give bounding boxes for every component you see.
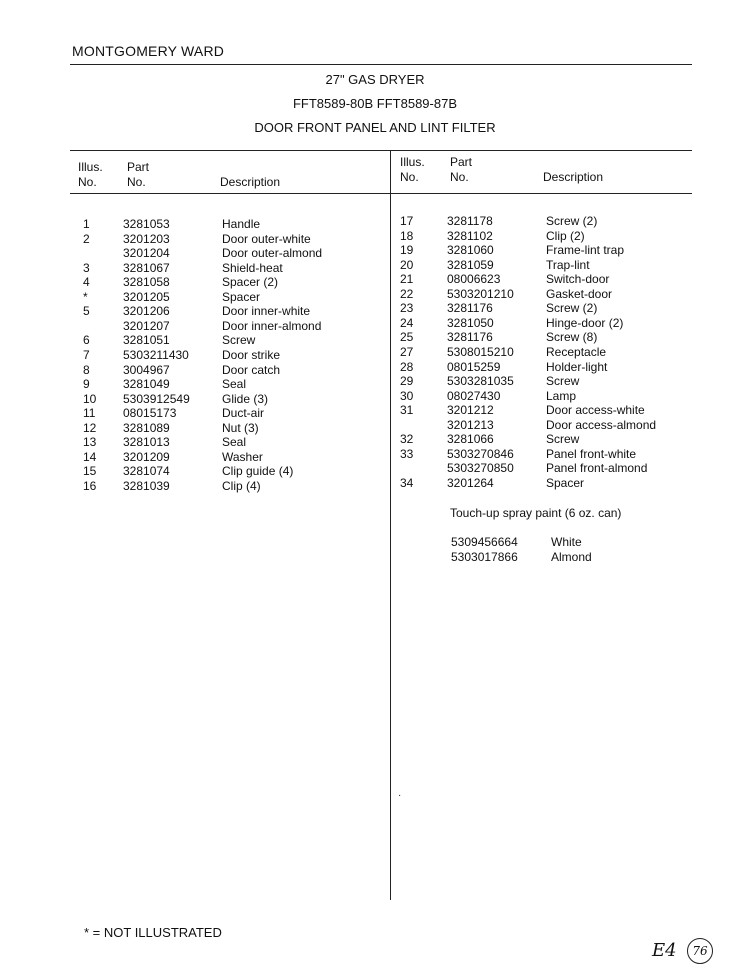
- part-description: Nut (3): [222, 420, 259, 435]
- part-number: 3281074: [123, 464, 170, 479]
- illus-number: 21: [400, 272, 414, 287]
- part-description: Hinge-door (2): [546, 315, 624, 330]
- part-number: 5303912549: [123, 391, 190, 406]
- illus-number: 11: [83, 406, 96, 421]
- part-number: 5303281035: [447, 374, 514, 389]
- part-header-line1: Part: [450, 155, 473, 169]
- part-description: Frame-lint trap: [546, 243, 625, 258]
- part-number: 3281059: [447, 257, 494, 272]
- model-numbers: FFT8589-80B FFT8589-87B: [292, 96, 458, 111]
- table-row: [0, 360, 750, 374]
- illus-number: 12: [83, 420, 97, 435]
- part-description: Handle: [222, 217, 261, 231]
- part-description: Screw (2): [546, 301, 598, 316]
- part-description: Spacer: [546, 475, 585, 490]
- illus-number: 10: [83, 391, 97, 406]
- table-row: [0, 550, 750, 564]
- part-number: 5303211430: [123, 347, 189, 362]
- part-header-line1: Part: [127, 160, 150, 174]
- illus-header-line2: No.: [78, 175, 97, 189]
- part-description: Door inner-white: [222, 304, 311, 319]
- part-number: 3201212: [447, 403, 494, 418]
- illus-number: 22: [400, 286, 414, 301]
- part-number: 3281066: [447, 432, 494, 447]
- part-description: Holder-light: [546, 359, 608, 374]
- part-description: Spacer (2): [222, 275, 279, 290]
- part-number: 5303017866: [451, 549, 518, 564]
- part-description: Screw: [222, 333, 256, 348]
- part-description: White: [551, 535, 582, 549]
- illus-number: 24: [400, 315, 414, 330]
- part-number: 3281089: [123, 420, 170, 435]
- part-description: Shield-heat: [222, 260, 283, 275]
- top-rule: [70, 64, 692, 65]
- part-number: 5303201210: [447, 286, 514, 301]
- illus-number: *: [83, 289, 88, 304]
- illus-number: 33: [400, 446, 414, 461]
- part-number: 5309456664: [451, 535, 518, 549]
- part-description: Almond: [551, 549, 592, 564]
- part-number: 3201203: [123, 231, 170, 246]
- part-number: 08027430: [447, 388, 501, 403]
- illus-number: 15: [83, 464, 97, 479]
- illus-number: 25: [400, 330, 414, 345]
- illus-header-line1: Illus.: [400, 155, 425, 169]
- table-row: [0, 258, 750, 272]
- table-row: [0, 287, 750, 301]
- left-illus-header: [78, 160, 103, 190]
- part-header-line2: No.: [450, 170, 469, 184]
- illus-number: 6: [83, 333, 90, 348]
- part-description: Screw: [546, 432, 580, 447]
- illus-number: 2: [83, 231, 90, 246]
- illus-number: 32: [400, 432, 414, 447]
- table-row: [0, 432, 750, 446]
- illus-number: 30: [400, 388, 414, 403]
- part-number: 08006623: [447, 272, 501, 287]
- table-row: [0, 418, 750, 432]
- part-description: Door inner-almond: [222, 318, 322, 333]
- illus-number: 29: [400, 374, 414, 389]
- part-description: Door access-almond: [546, 417, 657, 432]
- part-description: Screw (8): [546, 330, 598, 345]
- illus-number: 9: [83, 377, 90, 392]
- part-description: Panel front-white: [546, 446, 637, 461]
- illus-number: 8: [83, 362, 90, 377]
- part-description: Clip (2): [546, 228, 585, 243]
- section-title: DOOR FRONT PANEL AND LINT FILTER: [254, 120, 496, 135]
- part-description: Receptacle: [546, 344, 607, 359]
- table-row: [0, 374, 750, 388]
- part-number: 3281058: [123, 275, 170, 290]
- left-description-header: Description: [220, 175, 281, 189]
- part-description: Door access-white: [546, 403, 645, 418]
- left-part-header: [127, 160, 149, 190]
- circled-page-number: 76: [687, 938, 713, 964]
- illus-number: 7: [83, 347, 90, 362]
- part-number: 3201207: [123, 318, 170, 333]
- part-number: 3281067: [123, 260, 170, 275]
- part-number: 3281102: [447, 228, 493, 243]
- illus-header-line2: No.: [400, 170, 419, 184]
- part-description: Door strike: [222, 347, 281, 362]
- header-bottom-rule: [70, 193, 692, 194]
- part-description: Clip (4): [222, 478, 261, 493]
- illus-number: 27: [400, 344, 414, 359]
- part-description: Gasket-door: [546, 286, 613, 301]
- part-number: 3281039: [123, 478, 170, 493]
- part-description: Screw: [546, 374, 580, 389]
- part-number: 3281060: [447, 243, 494, 258]
- part-number: 3281053: [123, 217, 170, 231]
- table-row: [0, 461, 750, 475]
- illus-number: 16: [83, 478, 97, 493]
- part-number: 3281049: [123, 377, 170, 392]
- part-number: 08015173: [123, 406, 177, 421]
- part-number: 5303270850: [447, 461, 514, 476]
- illus-number: 4: [83, 275, 90, 290]
- part-description: Seal: [222, 377, 247, 392]
- part-number: 3201213: [447, 417, 494, 432]
- document-title: 27" GAS DRYER: [325, 72, 425, 87]
- illus-number: 17: [400, 214, 414, 228]
- part-number: 3281178: [447, 214, 493, 228]
- stray-mark: ·: [398, 790, 402, 801]
- illus-number: 19: [400, 243, 414, 258]
- part-number: 3281013: [123, 435, 170, 450]
- handwritten-code: E4: [652, 940, 677, 961]
- part-description: Door outer-white: [222, 231, 311, 246]
- part-number: 3004967: [123, 362, 170, 377]
- header-top-rule: [70, 150, 692, 151]
- part-description: Screw (2): [546, 214, 598, 228]
- illus-number: 3: [83, 260, 90, 275]
- illus-number: 20: [400, 257, 414, 272]
- illus-number: 34: [400, 475, 414, 490]
- table-row: [0, 535, 750, 549]
- part-number: 3281051: [123, 333, 170, 348]
- table-row: [0, 403, 750, 417]
- part-number: 3201264: [447, 475, 494, 490]
- table-row: [0, 229, 750, 243]
- part-number: 3281176: [447, 301, 493, 316]
- footnote: * = NOT ILLUSTRATED: [84, 925, 222, 940]
- part-description: Spacer: [222, 289, 261, 304]
- part-number: 3281050: [447, 315, 494, 330]
- table-row: [0, 316, 750, 330]
- illus-number: 1: [83, 217, 90, 231]
- table-row: [0, 301, 750, 315]
- part-description: Panel front-almond: [546, 461, 648, 476]
- part-number: 3201206: [123, 304, 170, 319]
- part-description: Washer: [222, 449, 263, 464]
- part-number: 5303270846: [447, 446, 514, 461]
- illus-header-line1: Illus.: [78, 160, 103, 174]
- part-number: 3201204: [123, 246, 170, 261]
- illus-number: 28: [400, 359, 414, 374]
- brand-name: MONTGOMERY WARD: [72, 43, 225, 59]
- part-number: 3281176: [447, 330, 493, 345]
- part-description: Door catch: [222, 362, 281, 377]
- part-number: 08015259: [447, 359, 501, 374]
- part-description: Trap-lint: [546, 257, 590, 272]
- right-part-header: [450, 155, 472, 185]
- part-description: Clip guide (4): [222, 464, 294, 479]
- table-row: [0, 272, 750, 286]
- table-row: [0, 476, 750, 490]
- part-number: 3201205: [123, 289, 170, 304]
- part-header-line2: No.: [127, 175, 146, 189]
- part-description: Glide (3): [222, 391, 269, 406]
- illus-number: 5: [83, 304, 90, 319]
- right-illus-header: [400, 155, 425, 185]
- illus-number: 31: [400, 403, 414, 418]
- touchup-label: Touch-up spray paint (6 oz. can): [450, 506, 622, 520]
- table-row: [0, 389, 750, 403]
- illus-number: 14: [83, 449, 97, 464]
- illus-number: 18: [400, 228, 414, 243]
- table-row: [0, 447, 750, 461]
- part-description: Door outer-almond: [222, 246, 323, 261]
- part-description: Seal: [222, 435, 247, 450]
- part-number: 3201209: [123, 449, 170, 464]
- table-row: [0, 330, 750, 344]
- part-description: Switch-door: [546, 272, 610, 287]
- part-description: Duct-air: [222, 406, 265, 421]
- table-row: [0, 345, 750, 359]
- table-row: [0, 243, 750, 257]
- table-row: [0, 214, 750, 228]
- right-description-header: Description: [543, 170, 604, 184]
- illus-number: 13: [83, 435, 97, 450]
- illus-number: 23: [400, 301, 414, 316]
- part-number: 5308015210: [447, 344, 514, 359]
- part-description: Lamp: [546, 388, 577, 403]
